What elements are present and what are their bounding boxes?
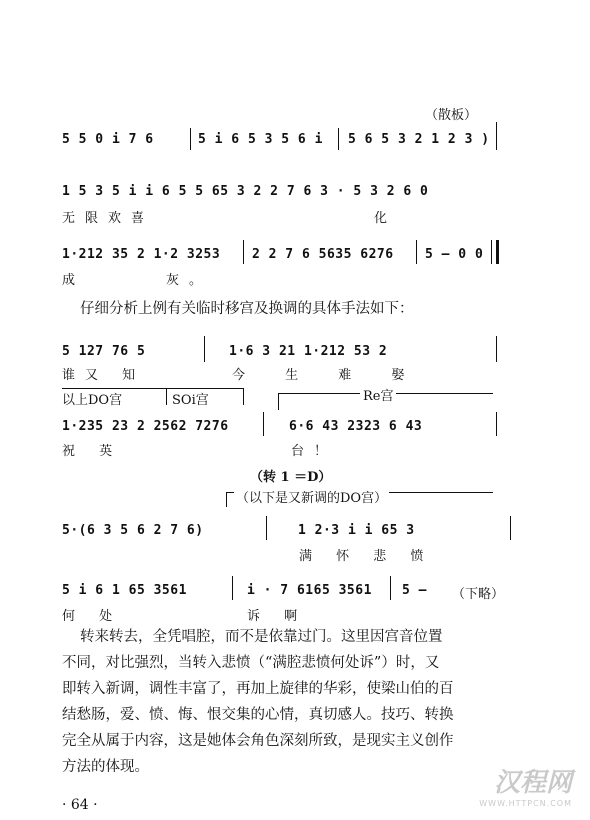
lyrics-s5-a: 祝 英	[62, 444, 123, 459]
prose-line-4: 结愁肠，爱、愤、悔、恨交集的心情，真切感人。技巧、转换	[62, 707, 454, 723]
watermark-logo	[479, 762, 572, 808]
lyrics-s7-a: 何 处	[62, 609, 123, 624]
lyrics-s4-b: 今 生 难 娶	[232, 368, 423, 383]
barline	[510, 516, 511, 540]
prose-line-2: 不同，对比强烈，当转入悲愤（“满腔悲愤何处诉”）时，又	[62, 655, 440, 671]
notation-s3-m1: 1·212 35 2 1·2 3253	[62, 247, 221, 262]
notation-s6-m1: 5·(6 3 5 6 2 7 6)	[62, 523, 204, 538]
modulation-label: （转 1 ＝D）	[250, 470, 332, 485]
notation-s4-m1: 5 127 76 5	[62, 344, 146, 359]
prose-line-3: 即转入新调，调性丰富了，再加上旋律的华彩，使梁山伯的百	[62, 681, 454, 697]
watermark-url: WWW.HTTPCN.COM	[479, 799, 572, 808]
notation-s7-m3: 5 –	[402, 583, 427, 598]
notation-s6-m2: 1 2·3 i i 65 3	[298, 523, 415, 538]
notation-s5-m1: 1·235 23 2 2562 7276	[62, 419, 229, 434]
new-key-note: （以下是又新调的DO宫）	[234, 487, 389, 506]
omitted-note: （下略）	[452, 587, 505, 602]
lyrics-s6: 满 怀 悲 愤	[299, 549, 434, 564]
lyrics-s3-a: 成	[62, 273, 86, 288]
lyrics-s2-b: 化	[374, 211, 398, 226]
barline	[390, 576, 391, 600]
lyrics-s7-b: 诉 啊	[247, 609, 308, 624]
lyrics-s3-b: 灰。	[166, 273, 213, 288]
notation-s7-m2: i · 7 6165 3561	[247, 583, 372, 598]
tempo-mark: （散板）	[425, 108, 478, 123]
key-label-sol: SOi宫	[172, 393, 209, 408]
intro-sentence: 仔细分析上例有关临时移宫及换调的具体手法如下：	[80, 301, 414, 317]
key-label-re: Re宫	[360, 385, 396, 404]
barline	[416, 240, 417, 264]
notation-s5-m2: 6·6 43 2323 6 43	[289, 419, 423, 434]
notation-s3-m2: 2 2 7 6 5635 6276	[252, 247, 394, 262]
final-barline-thin	[491, 240, 492, 264]
barline	[496, 122, 497, 150]
barline	[232, 576, 233, 600]
prose-line-5: 完全从属于内容，这是她体会角色深刻所致，是现实主义创作	[62, 733, 454, 749]
notation-s3-m3: 5 – 0 0	[425, 247, 484, 262]
barline	[263, 412, 264, 436]
final-barline-thick	[496, 240, 499, 264]
lyrics-s4-a: 谁又 知	[62, 368, 146, 383]
notation-s4-m2: 1·6 3 21 1·212 53 2	[229, 344, 388, 359]
barline	[204, 336, 205, 362]
barline	[496, 412, 497, 436]
key-bracket-do	[62, 388, 167, 405]
barline	[266, 516, 267, 540]
notation-s1-m1: 5 5 0 i 7 6	[62, 132, 154, 147]
page-number: · 64 ·	[62, 797, 98, 813]
prose-line-1: 转来转去，全凭唱腔，而不是依靠过门。这里因宫音位置	[80, 629, 443, 645]
notation-s1-m2: 5 i 6 5 3 5 6 i	[198, 132, 323, 147]
prose-line-6: 方法的体现。	[62, 759, 149, 775]
barline	[496, 336, 497, 362]
key-bracket-sol	[166, 388, 244, 405]
barline	[243, 240, 244, 264]
notation-s7-m1: 5 i 6 1 65 3561	[62, 583, 187, 598]
barline	[190, 128, 191, 150]
lyrics-s2-a: 无限欢喜	[62, 211, 155, 226]
notation-s2: 1 5 3 5 i i 6 5 5 65 3 2 2 7 6 3 · 5 3 2 6 0	[62, 184, 429, 199]
notation-s1-m3: 5 6 5 3 2 1 2 3 )	[348, 132, 490, 147]
key-label-do: 以上DO宫	[62, 393, 123, 408]
watermark-title: 汉程网	[493, 768, 572, 798]
lyrics-s5-b: 台！	[291, 444, 338, 459]
barline	[338, 128, 339, 150]
